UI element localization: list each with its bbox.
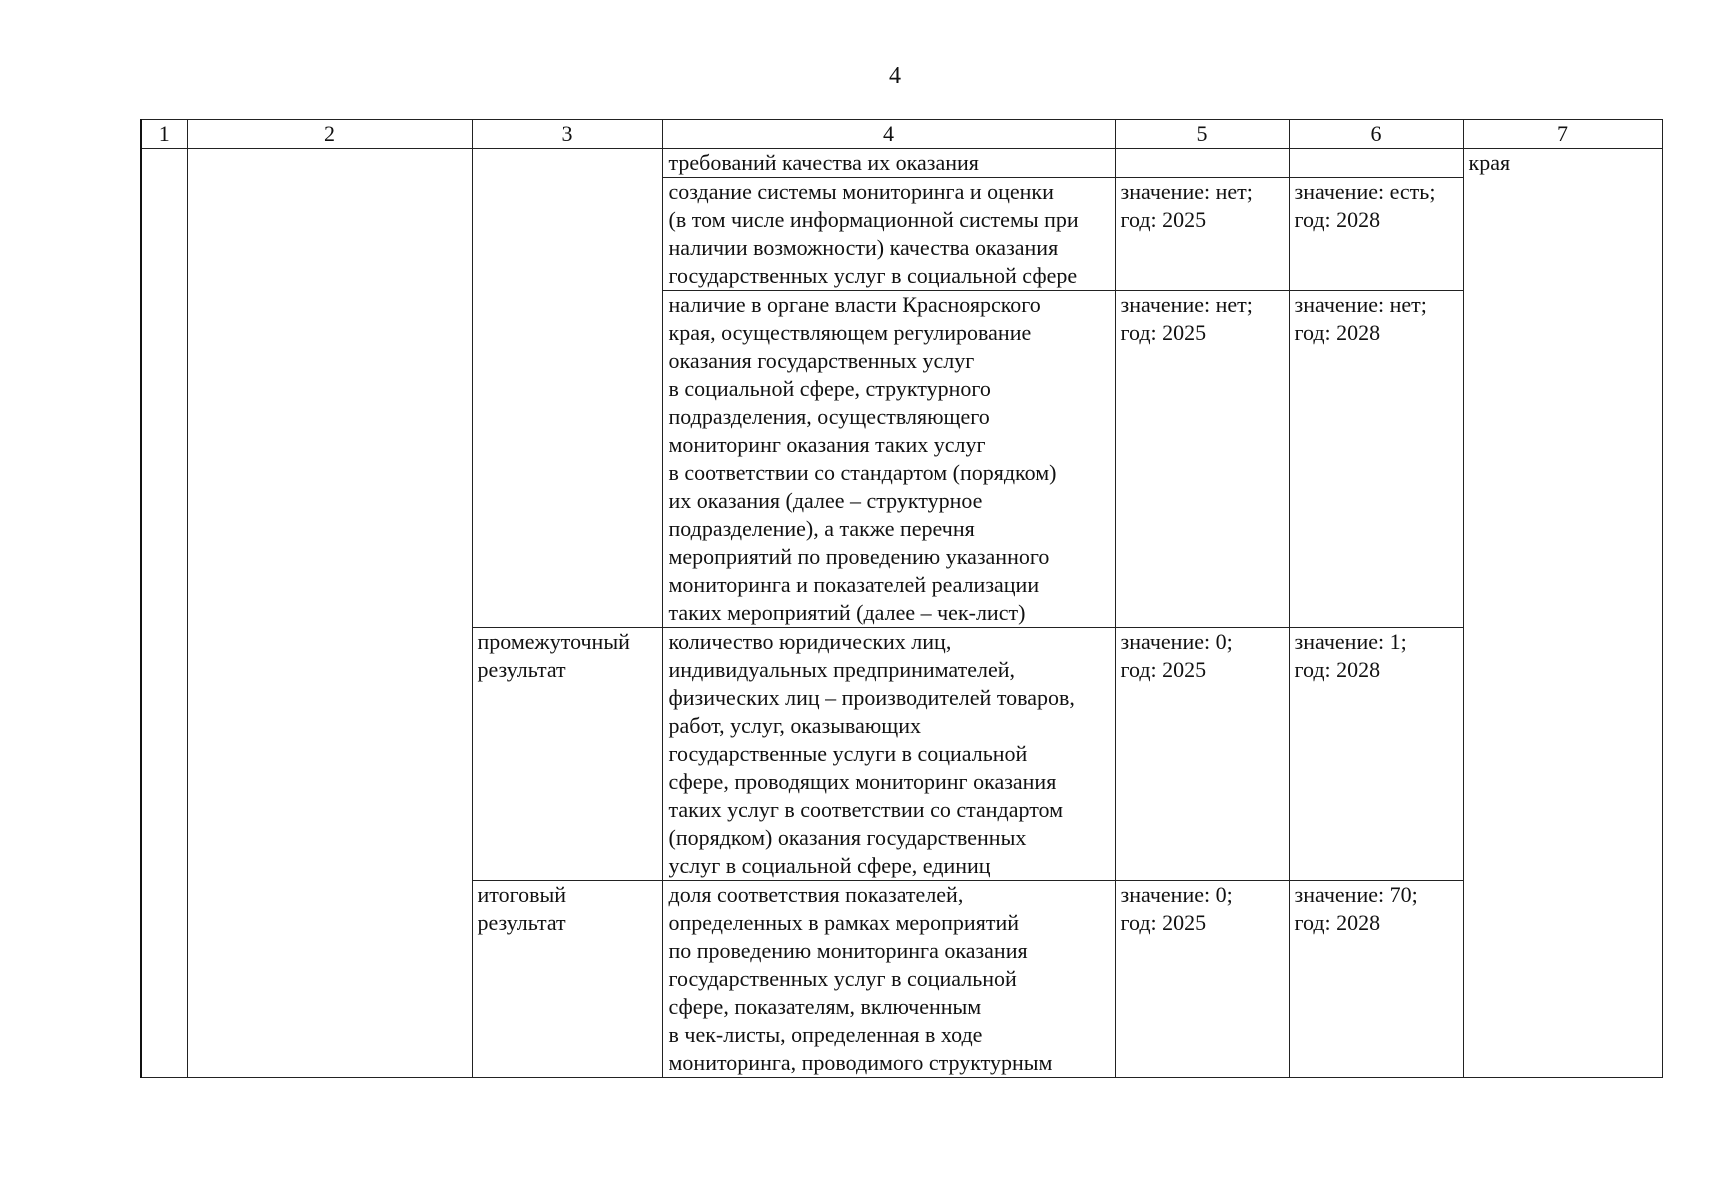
- indicator-line: (в том числе информационной системы при: [668, 207, 1079, 232]
- column-header-5: 5: [1115, 120, 1289, 149]
- indicator-line: мониторинг оказания таких услуг: [668, 432, 986, 457]
- indicator-line: количество юридических лиц,: [668, 629, 952, 654]
- indicator-cell: [662, 178, 1115, 291]
- header-row: [141, 120, 1662, 149]
- indicator-line: края, осуществляющем регулирование: [668, 320, 1032, 345]
- target-value-line: значение: 1;: [1294, 629, 1407, 654]
- indicator-line: подразделение), а также перечня: [668, 516, 975, 541]
- base-value-cell: [1115, 628, 1289, 881]
- indicators-table: [140, 119, 1663, 1078]
- result-type-line: результат: [477, 657, 566, 682]
- target-value-cell: [1289, 881, 1463, 1078]
- base-year-line: год: 2025: [1120, 910, 1207, 935]
- target-value-line: значение: 70;: [1294, 882, 1418, 907]
- indicator-line: услуг в социальной сфере, единиц: [668, 853, 991, 878]
- target-year-line: год: 2028: [1294, 910, 1381, 935]
- base-year-line: год: 2025: [1120, 320, 1207, 345]
- indicator-line: в чек-листы, определенная в ходе: [668, 1022, 983, 1047]
- target-value-cell: [1289, 149, 1463, 178]
- indicator-line: мониторинга и показателей реализации: [668, 572, 1040, 597]
- target-year-line: год: 2028: [1294, 320, 1381, 345]
- column-header-4: 4: [662, 120, 1115, 149]
- indicator-line: подразделения, осуществляющего: [668, 404, 990, 429]
- column-header-6: 6: [1289, 120, 1463, 149]
- base-value-line: значение: нет;: [1120, 179, 1253, 204]
- indicator-line: (порядком) оказания государственных: [668, 825, 1027, 850]
- result-type-line: результат: [477, 910, 566, 935]
- indicator-line: таких мероприятий (далее – чек-лист): [668, 600, 1026, 625]
- base-value-cell: [1115, 149, 1289, 178]
- indicator-line: оказания государственных услуг: [668, 348, 975, 373]
- indicator-line: физических лиц – производителей товаров,: [668, 685, 1075, 710]
- indicator-line: индивидуальных предпринимателей,: [668, 657, 1015, 682]
- target-value-cell: [1289, 178, 1463, 291]
- column-header-1: 1: [141, 120, 187, 149]
- responsible-text: края: [1468, 150, 1511, 175]
- indicator-cell: [662, 291, 1115, 628]
- base-value-cell: [1115, 178, 1289, 291]
- indicator-line: государственных услуг в социальной: [668, 966, 1017, 991]
- indicator-line: доля соответствия показателей,: [668, 882, 964, 907]
- indicator-line: в соответствии со стандартом (порядком): [668, 460, 1057, 485]
- base-value-line: значение: нет;: [1120, 292, 1253, 317]
- indicator-cell: [662, 881, 1115, 1078]
- indicator-line: мероприятий по проведению указанного: [668, 544, 1050, 569]
- base-value-line: значение: 0;: [1120, 882, 1233, 907]
- number-cell: [141, 149, 187, 1078]
- indicator-line: создание системы мониторинга и оценки: [668, 179, 1054, 204]
- indicator-line: государственных услуг в социальной сфере: [668, 263, 1078, 288]
- indicator-line: наличие в органе власти Красноярского: [668, 292, 1041, 317]
- column-header-3: 3: [472, 120, 662, 149]
- result-type-line: промежуточный: [477, 629, 630, 654]
- indicator-line: определенных в рамках мероприятий: [668, 910, 1019, 935]
- target-value-cell: [1289, 291, 1463, 628]
- indicator-cell: [662, 149, 1115, 178]
- result-type-cell: [472, 628, 662, 881]
- column-header-7: 7: [1463, 120, 1662, 149]
- indicator-line: государственные услуги в социальной: [668, 741, 1028, 766]
- target-value-line: значение: нет;: [1294, 292, 1427, 317]
- result-type-line: итоговый: [477, 882, 567, 907]
- target-year-line: год: 2028: [1294, 207, 1381, 232]
- target-value-cell: [1289, 628, 1463, 881]
- indicator-line: наличии возможности) качества оказания: [668, 235, 1059, 260]
- indicator-line: работ, услуг, оказывающих: [668, 713, 922, 738]
- result-type-cell: [472, 149, 662, 628]
- result-type-cell: [472, 881, 662, 1078]
- base-value-line: значение: 0;: [1120, 629, 1233, 654]
- base-year-line: год: 2025: [1120, 657, 1207, 682]
- indicator-line: по проведению мониторинга оказания: [668, 938, 1028, 963]
- indicator-line: их оказания (далее – структурное: [668, 488, 983, 513]
- table-row: [141, 149, 1662, 178]
- base-year-line: год: 2025: [1120, 207, 1207, 232]
- responsible-cell: [1463, 149, 1662, 1078]
- indicator-cell: [662, 628, 1115, 881]
- indicator-line: сфере, показателям, включенным: [668, 994, 982, 1019]
- column-header-2: 2: [187, 120, 472, 149]
- indicator-line: требований качества их оказания: [668, 150, 979, 175]
- indicator-line: таких услуг в соответствии со стандартом: [668, 797, 1064, 822]
- base-value-cell: [1115, 881, 1289, 1078]
- indicator-line: мониторинга, проводимого структурным: [668, 1050, 1053, 1075]
- indicator-line: сфере, проводящих мониторинг оказания: [668, 769, 1057, 794]
- page-number: 4: [889, 63, 901, 89]
- name-cell: [187, 149, 472, 1078]
- indicator-line: в социальной сфере, структурного: [668, 376, 991, 401]
- target-value-line: значение: есть;: [1294, 179, 1436, 204]
- base-value-cell: [1115, 291, 1289, 628]
- target-year-line: год: 2028: [1294, 657, 1381, 682]
